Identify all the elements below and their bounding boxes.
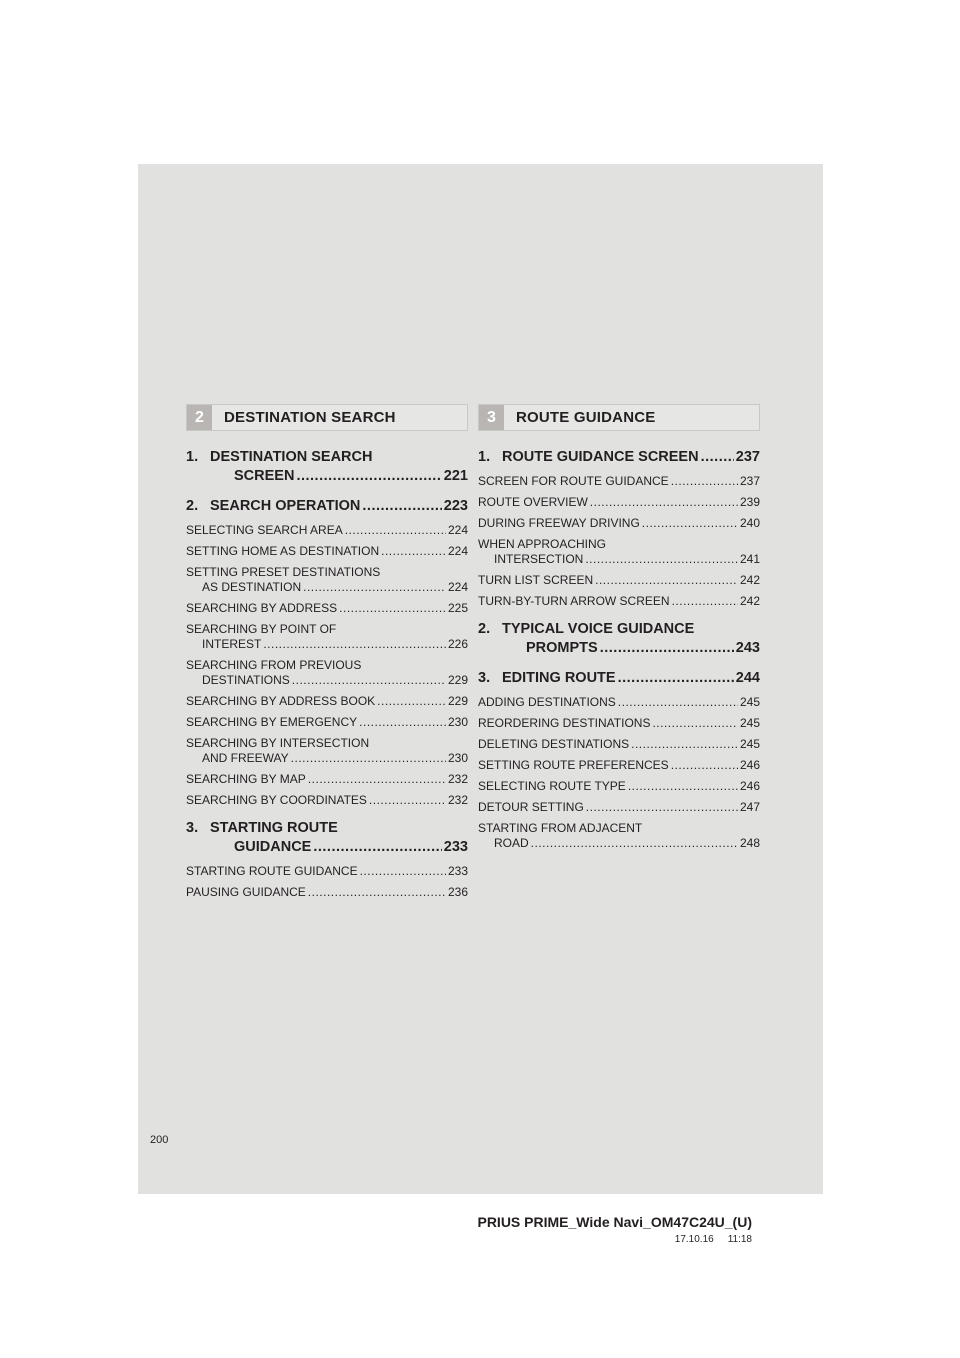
chapter-title-cont: GUIDANCE bbox=[234, 839, 312, 855]
subtopic-line bbox=[186, 793, 468, 808]
chapter-number: 3. bbox=[478, 670, 491, 686]
toc-subtopic[interactable] bbox=[186, 523, 468, 538]
subtopic-page: 242 bbox=[739, 594, 760, 608]
dot-leader bbox=[308, 772, 446, 787]
footer-manual-title: PRIUS PRIME_Wide Navi_OM47C24U_(U) bbox=[477, 1214, 752, 1230]
subtopic-page: 239 bbox=[739, 495, 760, 509]
subtopic-page: 248 bbox=[739, 836, 760, 850]
section-title: ROUTE GUIDANCE bbox=[516, 409, 656, 426]
dot-leader bbox=[359, 715, 446, 730]
toc-chapter[interactable] bbox=[186, 819, 468, 900]
toc-subtopic[interactable] bbox=[478, 716, 760, 731]
subtopic-page: 247 bbox=[739, 800, 760, 814]
dot-leader bbox=[590, 495, 738, 510]
chapter-page: 244 bbox=[735, 670, 760, 686]
subtopic-page: 230 bbox=[447, 751, 468, 765]
subtopic-line bbox=[478, 552, 760, 567]
chapter-page: 237 bbox=[735, 449, 760, 465]
page-number: 200 bbox=[150, 1134, 169, 1146]
subtopic-list bbox=[186, 864, 468, 900]
dot-leader bbox=[671, 474, 738, 489]
subtopic-title: REORDERING DESTINATIONS bbox=[478, 716, 651, 730]
toc-subtopic[interactable] bbox=[478, 573, 760, 588]
chapter-line bbox=[186, 467, 468, 486]
page-panel bbox=[138, 164, 823, 1194]
subtopic-title: WHEN APPROACHING bbox=[478, 537, 607, 551]
chapter-title: SEARCH OPERATION bbox=[210, 498, 361, 514]
chapter-line bbox=[186, 497, 468, 516]
chapter-line bbox=[478, 669, 760, 688]
footer-time: 11:18 bbox=[727, 1234, 752, 1245]
subtopic-line bbox=[478, 836, 760, 851]
section-number: 2 bbox=[187, 405, 212, 430]
chapter-heading bbox=[186, 497, 360, 516]
subtopic-line bbox=[478, 758, 760, 773]
toc-subtopic[interactable] bbox=[478, 537, 760, 567]
subtopic-title: DELETING DESTINATIONS bbox=[478, 737, 630, 751]
chapter-line bbox=[186, 838, 468, 857]
subtopic-line bbox=[186, 544, 468, 559]
footer-timestamp bbox=[661, 1234, 752, 1245]
subtopic-page: 240 bbox=[739, 516, 760, 530]
toc-subtopic[interactable] bbox=[186, 736, 468, 766]
subtopic-title: SEARCHING BY INTERSECTION bbox=[186, 736, 370, 750]
subtopic-title: SEARCHING BY EMERGENCY bbox=[186, 715, 358, 729]
subtopic-page: 229 bbox=[447, 673, 468, 687]
dot-leader bbox=[377, 694, 446, 709]
chapter-number: 2. bbox=[478, 621, 491, 637]
chapter-line bbox=[478, 620, 760, 639]
section-header bbox=[478, 404, 760, 431]
dot-leader bbox=[652, 716, 738, 731]
subtopic-line bbox=[478, 716, 760, 731]
subtopic-line bbox=[186, 864, 468, 879]
subtopic-title-cont: DESTINATIONS bbox=[202, 673, 290, 687]
subtopic-page: 241 bbox=[739, 552, 760, 566]
subtopic-line bbox=[478, 495, 760, 510]
chapter-entry[interactable] bbox=[478, 669, 760, 688]
toc-chapter[interactable] bbox=[478, 669, 760, 851]
toc-column-destination-search bbox=[186, 404, 468, 911]
toc-subtopic[interactable] bbox=[478, 474, 760, 489]
subtopic-title: DETOUR SETTING bbox=[478, 800, 584, 814]
dot-leader bbox=[263, 637, 446, 652]
footer-date: 17.10.16 bbox=[674, 1234, 714, 1245]
toc-subtopic[interactable] bbox=[186, 772, 468, 787]
dot-leader bbox=[701, 448, 734, 467]
subtopic-line bbox=[186, 601, 468, 616]
toc-subtopic[interactable] bbox=[186, 885, 468, 900]
subtopic-title: SEARCHING BY POINT OF bbox=[186, 622, 337, 636]
subtopic-title: ADDING DESTINATIONS bbox=[478, 695, 616, 709]
subtopic-line bbox=[186, 637, 468, 652]
chapter-entry[interactable] bbox=[186, 819, 468, 857]
subtopic-title: SETTING ROUTE PREFERENCES bbox=[478, 758, 669, 772]
subtopic-title: DURING FREEWAY DRIVING bbox=[478, 516, 640, 530]
subtopic-title: SCREEN FOR ROUTE GUIDANCE bbox=[478, 474, 669, 488]
chapter-page: 221 bbox=[443, 468, 468, 484]
chapter-line bbox=[478, 448, 760, 467]
subtopic-title: SEARCHING BY ADDRESS bbox=[186, 601, 338, 615]
subtopic-page: 246 bbox=[739, 758, 760, 772]
toc-subtopic[interactable] bbox=[186, 694, 468, 709]
subtopic-title: TURN-BY-TURN ARROW SCREEN bbox=[478, 594, 670, 608]
chapter-title: STARTING ROUTE bbox=[210, 820, 338, 836]
subtopic-page: 232 bbox=[447, 772, 468, 786]
subtopic-title: TURN LIST SCREEN bbox=[478, 573, 594, 587]
subtopic-title: PAUSING GUIDANCE bbox=[186, 885, 306, 899]
dot-leader bbox=[296, 467, 441, 486]
toc-subtopic[interactable] bbox=[186, 864, 468, 879]
chapter-page: 243 bbox=[735, 640, 760, 656]
subtopic-title: SEARCHING FROM PREVIOUS bbox=[186, 658, 362, 672]
subtopic-title: SELECTING ROUTE TYPE bbox=[478, 779, 626, 793]
subtopic-page: 232 bbox=[447, 793, 468, 807]
toc-column-route-guidance bbox=[478, 404, 760, 862]
subtopic-line bbox=[186, 673, 468, 688]
subtopic-title: STARTING FROM ADJACENT bbox=[478, 821, 643, 835]
chapter-page: 233 bbox=[443, 839, 468, 855]
chapter-line bbox=[186, 819, 468, 838]
subtopic-title: ROUTE OVERVIEW bbox=[478, 495, 588, 509]
toc-chapter[interactable] bbox=[186, 448, 468, 486]
toc-chapter[interactable] bbox=[186, 497, 468, 808]
dot-leader bbox=[618, 669, 734, 688]
subtopic-line bbox=[478, 474, 760, 489]
dot-leader bbox=[585, 552, 738, 567]
chapter-number: 1. bbox=[186, 449, 199, 465]
subtopic-line bbox=[186, 715, 468, 730]
dot-leader bbox=[308, 885, 446, 900]
subtopic-page: 224 bbox=[447, 523, 468, 537]
subtopic-page: 246 bbox=[739, 779, 760, 793]
chapter-entry[interactable] bbox=[186, 497, 468, 516]
subtopic-line bbox=[186, 885, 468, 900]
chapter-title: DESTINATION SEARCH bbox=[210, 449, 373, 465]
subtopic-page: 245 bbox=[739, 695, 760, 709]
toc-subtopic[interactable] bbox=[186, 565, 468, 595]
chapter-heading bbox=[478, 448, 699, 467]
dot-leader bbox=[628, 779, 738, 794]
subtopic-line bbox=[478, 695, 760, 710]
toc-subtopic[interactable] bbox=[478, 758, 760, 773]
subtopic-list bbox=[186, 523, 468, 808]
chapter-title: TYPICAL VOICE GUIDANCE bbox=[502, 621, 695, 637]
subtopic-line bbox=[186, 751, 468, 766]
dot-leader bbox=[586, 800, 738, 815]
dot-leader bbox=[362, 497, 441, 516]
chapter-title: ROUTE GUIDANCE SCREEN bbox=[502, 449, 699, 465]
dot-leader bbox=[381, 544, 446, 559]
toc-subtopic[interactable] bbox=[186, 793, 468, 808]
subtopic-title-cont: ROAD bbox=[494, 836, 529, 850]
dot-leader bbox=[291, 751, 446, 766]
toc-subtopic[interactable] bbox=[478, 695, 760, 710]
subtopic-page: 226 bbox=[447, 637, 468, 651]
dot-leader bbox=[672, 594, 738, 609]
toc-subtopic[interactable] bbox=[478, 495, 760, 510]
toc-subtopic[interactable] bbox=[478, 516, 760, 531]
toc-subtopic[interactable] bbox=[186, 658, 468, 688]
toc-subtopic[interactable] bbox=[478, 779, 760, 794]
section-number: 3 bbox=[479, 405, 504, 430]
dot-leader bbox=[339, 601, 446, 616]
subtopic-title: SEARCHING BY MAP bbox=[186, 772, 306, 786]
subtopic-page: 229 bbox=[447, 694, 468, 708]
chapter-line bbox=[478, 639, 760, 658]
subtopic-line bbox=[478, 516, 760, 531]
subtopic-title: SETTING PRESET DESTINATIONS bbox=[186, 565, 381, 579]
chapter-heading bbox=[478, 669, 616, 688]
subtopic-page: 230 bbox=[447, 715, 468, 729]
toc-subtopic[interactable] bbox=[186, 601, 468, 616]
subtopic-page: 237 bbox=[739, 474, 760, 488]
subtopic-title: SEARCHING BY COORDINATES bbox=[186, 793, 367, 807]
chapter-page: 223 bbox=[443, 498, 468, 514]
subtopic-title-cont: AND FREEWAY bbox=[202, 751, 289, 765]
subtopic-page: 245 bbox=[739, 716, 760, 730]
subtopic-title: SEARCHING BY ADDRESS BOOK bbox=[186, 694, 376, 708]
chapter-number: 2. bbox=[186, 498, 199, 514]
subtopic-list bbox=[478, 695, 760, 851]
chapter-title: EDITING ROUTE bbox=[502, 670, 616, 686]
dot-leader bbox=[303, 580, 446, 595]
dot-leader bbox=[595, 573, 738, 588]
dot-leader bbox=[642, 516, 738, 531]
chapter-number: 3. bbox=[186, 820, 199, 836]
subtopic-title: STARTING ROUTE GUIDANCE bbox=[186, 864, 358, 878]
toc-subtopic[interactable] bbox=[478, 821, 760, 851]
dot-leader bbox=[292, 673, 446, 688]
subtopic-line bbox=[478, 573, 760, 588]
dot-leader bbox=[313, 838, 441, 857]
toc-subtopic[interactable] bbox=[186, 544, 468, 559]
toc-chapter[interactable] bbox=[478, 620, 760, 658]
chapter-line bbox=[186, 448, 468, 467]
toc-subtopic[interactable] bbox=[478, 594, 760, 609]
subtopic-page: 245 bbox=[739, 737, 760, 751]
section-title: DESTINATION SEARCH bbox=[224, 409, 396, 426]
chapter-title-cont: SCREEN bbox=[234, 468, 295, 484]
dot-leader bbox=[531, 836, 738, 851]
subtopic-line bbox=[478, 779, 760, 794]
chapter-entry[interactable] bbox=[478, 448, 760, 467]
subtopic-line bbox=[478, 800, 760, 815]
chapter-entry[interactable] bbox=[186, 448, 468, 486]
subtopic-page: 242 bbox=[739, 573, 760, 587]
toc-subtopic[interactable] bbox=[478, 737, 760, 752]
chapter-entry[interactable] bbox=[478, 620, 760, 658]
subtopic-page: 233 bbox=[447, 864, 468, 878]
subtopic-line bbox=[478, 737, 760, 752]
chapter-title-cont: PROMPTS bbox=[526, 640, 598, 656]
subtopic-title: SETTING HOME AS DESTINATION bbox=[186, 544, 380, 558]
chapter-number: 1. bbox=[478, 449, 491, 465]
subtopic-page: 224 bbox=[447, 580, 468, 594]
subtopic-line bbox=[186, 523, 468, 538]
toc-subtopic[interactable] bbox=[186, 715, 468, 730]
dot-leader bbox=[600, 639, 734, 658]
dot-leader bbox=[360, 864, 446, 879]
subtopic-line bbox=[186, 772, 468, 787]
subtopic-list bbox=[478, 474, 760, 609]
section-header bbox=[186, 404, 468, 431]
subtopic-line bbox=[186, 694, 468, 709]
subtopic-line bbox=[186, 580, 468, 595]
subtopic-page: 225 bbox=[447, 601, 468, 615]
subtopic-page: 236 bbox=[447, 885, 468, 899]
toc-chapter[interactable] bbox=[478, 448, 760, 609]
toc-subtopic[interactable] bbox=[186, 622, 468, 652]
dot-leader bbox=[631, 737, 738, 752]
subtopic-page: 224 bbox=[447, 544, 468, 558]
dot-leader bbox=[618, 695, 738, 710]
toc-subtopic[interactable] bbox=[478, 800, 760, 815]
dot-leader bbox=[671, 758, 738, 773]
subtopic-title-cont: INTERSECTION bbox=[494, 552, 584, 566]
subtopic-title-cont: INTEREST bbox=[202, 637, 262, 651]
subtopic-title-cont: AS DESTINATION bbox=[202, 580, 302, 594]
subtopic-line bbox=[478, 594, 760, 609]
subtopic-title: SELECTING SEARCH AREA bbox=[186, 523, 343, 537]
dot-leader bbox=[345, 523, 446, 538]
dot-leader bbox=[369, 793, 446, 808]
